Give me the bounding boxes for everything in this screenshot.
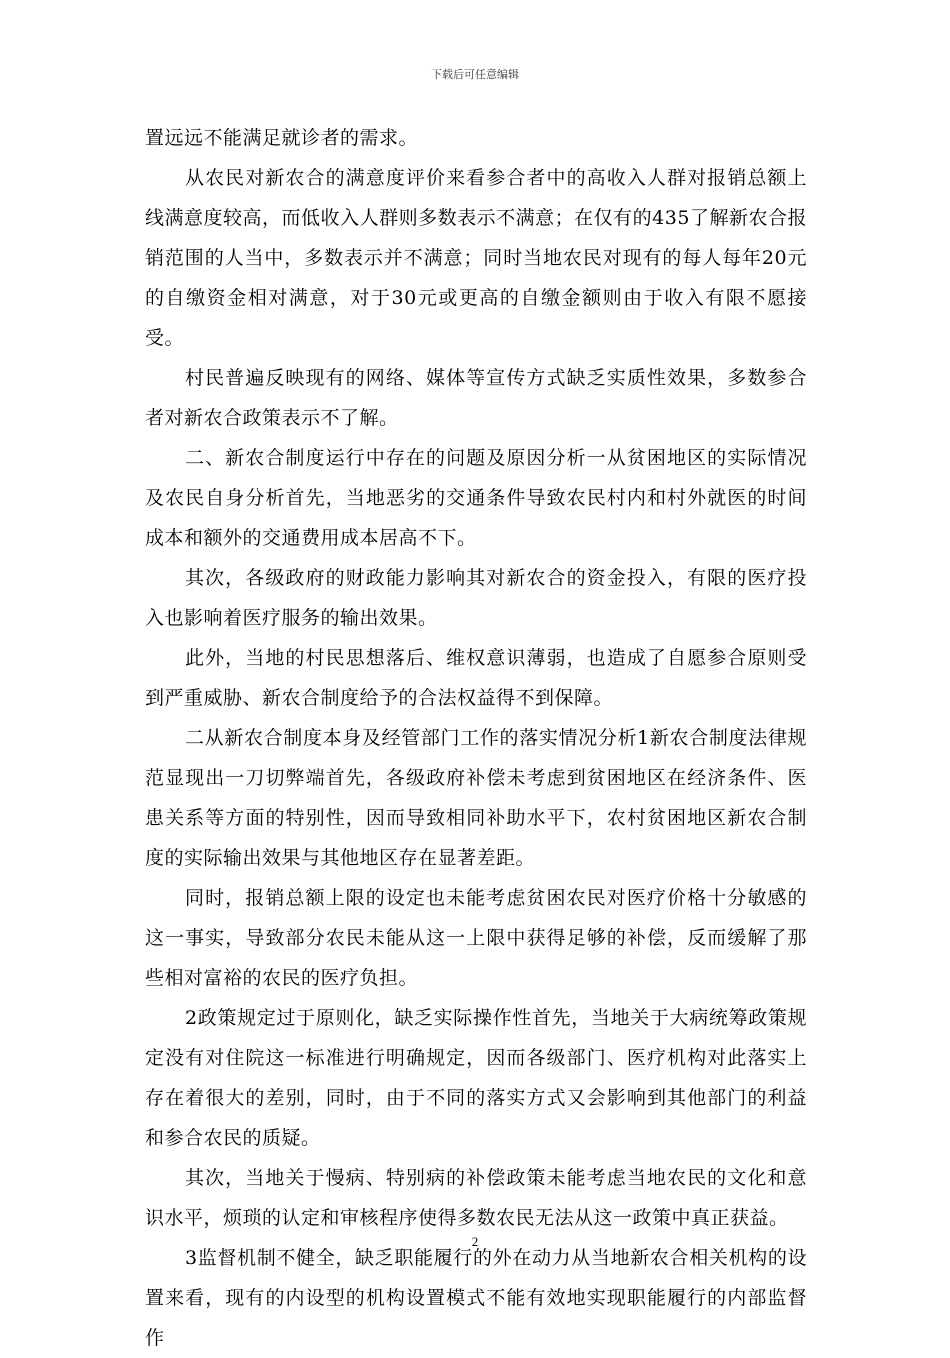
paragraph: 3监督机制不健全，缺乏职能履行的外在动力从当地新农合相关机构的设置来看，现有的内设型的机构设置模式不能有效地实现职能履行的内部监督作: [145, 1247, 807, 1349]
paragraph: 村民普遍反映现有的网络、媒体等宣传方式缺乏实质性效果，多数参合者对新农合政策表示不了解。: [145, 367, 807, 429]
paragraph: 2政策规定过于原则化，缺乏实际操作性首先，当地关于大病统筹政策规定没有对住院这一标准进行明确规定，因而各级部门、医疗机构对此落实上存在着很大的差别，同时，由于不同的落实方式又会影响到其他部门的利益和参合农民的质疑。: [145, 1007, 807, 1149]
page-header: 下载后可任意编辑: [431, 68, 519, 81]
page-number: 2: [471, 1234, 479, 1249]
paragraph: 从农民对新农合的满意度评价来看参合者中的高收入人群对报销总额上线满意度较高，而低收入人群则多数表示不满意；在仅有的435了解新农合报销范围的人当中，多数表示并不满意；同时当地农民对现有的每人每年20元的自缴资金相对满意，对于30元或更高的自缴金额则由于收入有限不愿接受。: [145, 167, 807, 349]
paragraph: 同时，报销总额上限的设定也未能考虑贫困农民对医疗价格十分敏感的这一事实，导致部分农民未能从这一上限中获得足够的补偿，反而缓解了那些相对富裕的农民的医疗负担。: [145, 887, 807, 989]
paragraph: 置远远不能满足就诊者的需求。: [145, 127, 419, 149]
paragraph: 其次，各级政府的财政能力影响其对新农合的资金投入，有限的医疗投入也影响着医疗服务的输出效果。: [145, 567, 807, 629]
paragraph: 此外，当地的村民思想落后、维权意识薄弱，也造成了自愿参合原则受到严重威胁、新农合制度给予的合法权益得不到保障。: [145, 647, 807, 709]
document-body: [145, 118, 807, 1358]
paragraph: 其次，当地关于慢病、特别病的补偿政策未能考虑当地农民的文化和意识水平，烦琐的认定和审核程序使得多数农民无法从这一政策中真正获益。: [145, 1167, 807, 1229]
paragraph: 二、新农合制度运行中存在的问题及原因分析一从贫困地区的实际情况及农民自身分析首先，当地恶劣的交通条件导致农民村内和村外就医的时间成本和额外的交通费用成本居高不下。: [145, 447, 807, 549]
paragraph: 二从新农合制度本身及经管部门工作的落实情况分析1新农合制度法律规范显现出一刀切弊端首先，各级政府补偿未考虑到贫困地区在经济条件、医患关系等方面的特别性，因而导致相同补助水平下，农村贫困地区新农合制度的实际输出效果与其他地区存在显著差距。: [145, 727, 807, 869]
